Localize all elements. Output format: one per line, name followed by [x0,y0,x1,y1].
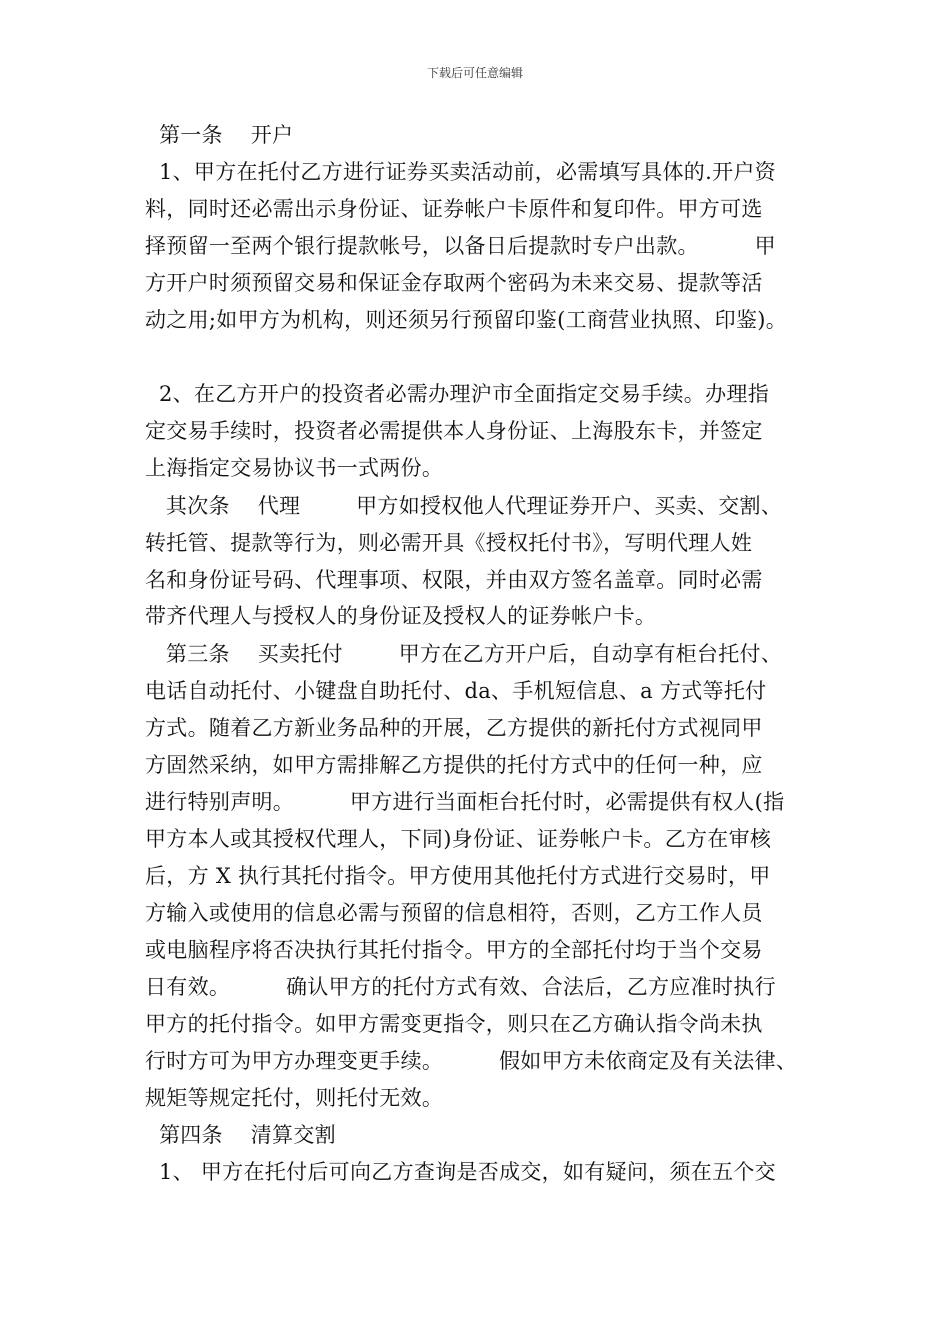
body-line: 1、甲方在托付乙方进行证券买卖活动前，必需填写具体的.开户资 [145,160,776,184]
body-line: 行时方可为甲方办理变更手续。 假如甲方未依商定及有关法律、 [145,1049,798,1073]
article-3-heading: 第三条 买卖托付 甲方在乙方开户后，自动享有柜台托付、 [145,642,783,666]
article-4-heading: 第四条 清算交割 [145,1123,336,1147]
body-line: 1、 甲方在托付后可向乙方查询是否成交，如有疑问，须在五个交 [145,1160,776,1184]
article-2-heading: 其次条 代理 甲方如授权他人代理证券开户、买卖、交割、 [145,494,783,518]
body-line: 择预留一至两个银行提款帐号，以备日后提款时专户出款。 甲 [145,234,776,258]
body-line: 进行特别声明。 甲方进行当面柜台托付时，必需提供有权人(指 [145,790,785,814]
article-1-heading: 第一条 开户 [145,123,294,147]
body-line: 动之用;如甲方为机构，则还须另行预留印鉴(工商营业执照、印鉴)。 [145,308,788,332]
body-line: 料，同时还必需出示身份证、证券帐户卡原件和复印件。甲方可选 [145,197,763,221]
body-line: 电话自动托付、小键盘自助托付、da、手机短信息、a 方式等托付 [145,679,767,703]
body-line: 带齐代理人与授权人的身份证及授权人的证券帐户卡。 [145,604,657,628]
body-line: 甲方本人或其授权代理人，下同)身份证、证券帐户卡。乙方在审核 [145,827,772,851]
body-line: 方固然采纳，如甲方需排解乙方提供的托付方式中的任何一种，应 [145,753,763,777]
page-header: 下载后可任意编辑 [426,66,523,80]
body-line: 2、在乙方开户的投资者必需办理沪市全面指定交易手续。办理指 [145,382,770,406]
body-line: 名和身份证号码、代理事项、权限，并由双方签名盖章。同时必需 [145,568,763,592]
body-line: 方输入或使用的信息必需与预留的信息相符，否则，乙方工作人员 [145,901,763,925]
body-line: 方式。随着乙方新业务品种的开展，乙方提供的新托付方式视同甲 [145,716,763,740]
body-line: 或电脑程序将否决执行其托付指令。甲方的全部托付均于当个交易 [145,938,763,962]
body-line: 后，方 X 执行其托付指令。甲方使用其他托付方式进行交易时，甲 [145,864,771,888]
body-line: 规矩等规定托付，则托付无效。 [145,1086,444,1110]
body-line: 上海指定交易协议书一式两份。 [145,456,444,480]
body-line: 定交易手续时，投资者必需提供本人身份证、上海股东卡，并签定 [145,419,763,443]
body-line: 转托管、提款等行为，则必需开具《授权托付书》，写明代理人姓 [145,531,753,555]
body-line: 方开户时须预留交易和保证金存取两个密码为未来交易、提款等活 [145,271,763,295]
body-line: 甲方的托付指令。如甲方需变更指令，则只在乙方确认指令尚未执 [145,1012,763,1036]
body-line: 日有效。 确认甲方的托付方式有效、合法后，乙方应准时执行 [145,975,776,999]
